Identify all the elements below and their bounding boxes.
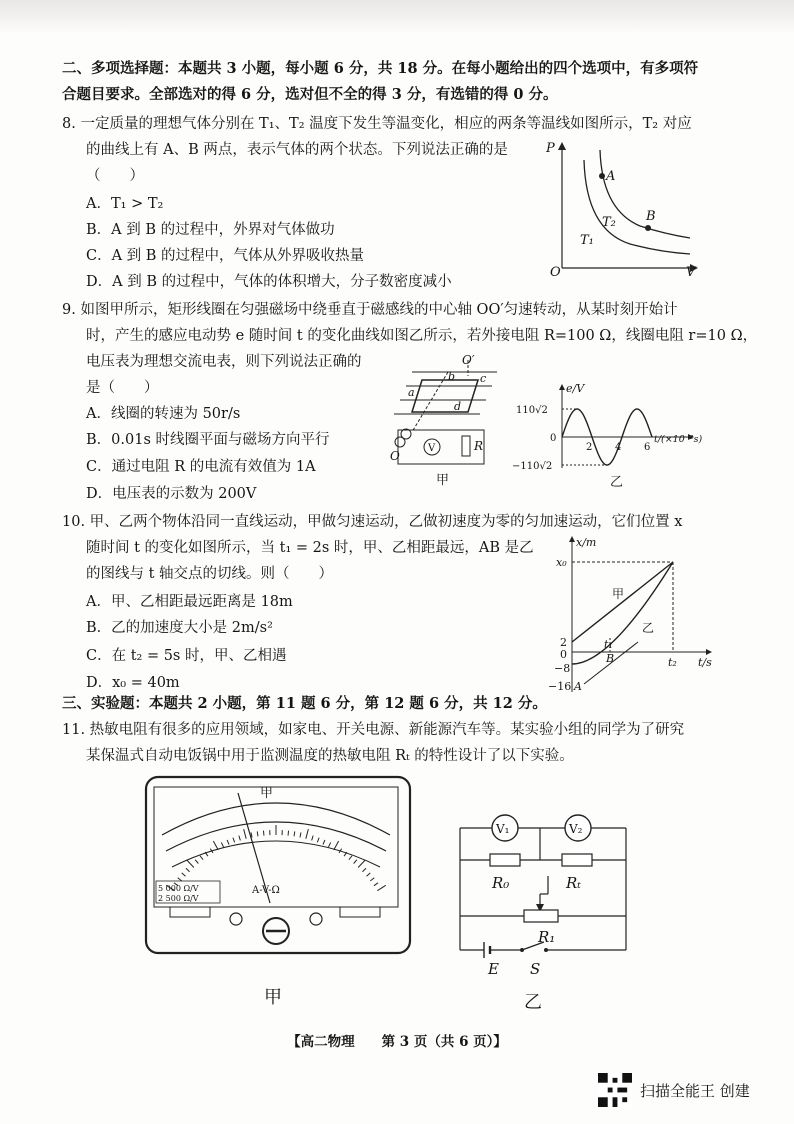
label-t2: T₂ xyxy=(602,215,616,230)
r0-label: R₀ xyxy=(492,874,510,892)
tick-ymax: 110√2 xyxy=(516,405,548,416)
q9-emf-graph xyxy=(512,382,712,492)
tick-ymin: −110√2 xyxy=(512,461,553,472)
q8-stem-line1: 8. 一定质量的理想气体分别在 T₁、T₂ 温度下发生等温变化，相应的两条等温线如图所示，T₂ 对应 xyxy=(62,116,692,132)
scale-tick xyxy=(312,836,313,841)
resistor-r0 xyxy=(490,854,520,866)
scale-tick xyxy=(294,831,295,836)
label-a: A xyxy=(574,680,582,693)
scale-tick xyxy=(221,843,223,847)
scale-tick xyxy=(239,836,240,841)
label-jia: 甲 xyxy=(612,587,625,601)
scale-tick xyxy=(213,841,218,850)
switch-s xyxy=(522,942,544,950)
coil-a: a xyxy=(408,386,415,399)
axis-e-label: e/V xyxy=(566,382,585,395)
tick-m8: −8 xyxy=(554,662,571,675)
e-label: E xyxy=(488,960,499,978)
q9-option-b: B．0.01s 时线圈平面与磁场方向平行 xyxy=(86,432,330,448)
q10-stem-line2: 随时间 t 的变化如图所示，当 t₁ = 2s 时，甲、乙相距最远，AB 是乙 xyxy=(86,540,534,556)
q9-stem-line4: 是（ ） xyxy=(86,380,159,396)
q8-option-d: D．A 到 B 的过程中，气体的体积增大，分子数密度减小 xyxy=(86,274,452,290)
meter-caption: 甲 xyxy=(264,987,282,1008)
coil-d: d xyxy=(454,400,462,413)
q8-stem-line2: 的曲线上有 A、B 两点，表示气体的两个状态。下列说法正确的是 xyxy=(86,142,508,158)
scale-tick xyxy=(323,840,325,845)
scale-tick xyxy=(195,860,198,864)
rt-label: Rₜ xyxy=(566,874,581,892)
scale-tick xyxy=(233,838,235,843)
v2-label: V₂ xyxy=(569,822,583,836)
axis-t-label: t/(×10⁻²s) xyxy=(654,434,703,445)
scale-tick xyxy=(187,860,194,867)
scale-tick xyxy=(227,840,229,845)
axis-t-label: t/s xyxy=(698,656,712,669)
q8-pv-graph xyxy=(540,140,700,280)
tick-m16: −16 xyxy=(548,680,572,693)
scale-tick xyxy=(354,860,357,864)
axis-x-label: x/m xyxy=(576,536,597,549)
scale-tick xyxy=(288,831,289,836)
coil-c: c xyxy=(480,372,487,385)
q10-stem-line3: 的图线与 t 轴交点的切线。则（ ） xyxy=(86,566,334,582)
q8-option-c: C．A 到 B 的过程中，气体从外界吸收热量 xyxy=(86,248,365,264)
label-t2: t₂ xyxy=(668,656,677,669)
section2-heading-line2: 合题目要求。全部选对的得 6 分，选对但不全的得 3 分，有选错的得 0 分。 xyxy=(62,86,558,103)
tick-0: 0 xyxy=(560,648,567,661)
scale-tick xyxy=(328,843,330,847)
origin-label: O xyxy=(550,265,561,280)
resistor-r xyxy=(462,436,470,456)
tick-zero: 0 xyxy=(550,433,557,444)
section2-heading-line1: 二、多项选择题：本题共 3 小题，每小题 6 分，共 18 分。在每小题给出的四个选项中，有多项符 xyxy=(62,60,699,77)
scale-tick xyxy=(349,856,352,860)
scan-top-band xyxy=(0,0,794,34)
scale-tick xyxy=(306,829,308,839)
coil-b: b xyxy=(448,370,456,383)
caption-yi: 乙 xyxy=(610,475,624,490)
q10-xt-graph xyxy=(530,534,720,696)
resistor-r-label: R xyxy=(474,439,484,453)
scanner-watermark: 扫描全能王 创建 xyxy=(640,1082,750,1100)
page-footer: 【高二物理 第 3 页（共 6 页）】 xyxy=(287,1034,507,1050)
scale-tick xyxy=(317,838,319,843)
jia-line xyxy=(572,562,673,642)
section3-heading: 三、实验题：本题共 2 小题，第 11 题 6 分，第 12 题 6 分，共 12 分。 xyxy=(62,695,547,712)
q9-generator-figure xyxy=(382,352,514,492)
tick-t4: 4 xyxy=(615,442,622,453)
scale-tick xyxy=(358,860,365,867)
label-b: B xyxy=(646,209,656,224)
resistor-rt xyxy=(562,854,592,866)
scale-tick xyxy=(200,856,203,860)
q9-stem-line3: 电压表为理想交流电表，则下列说法正确的 xyxy=(86,354,362,370)
q11-stem-line2: 某保温式自动电饭锅中用于监测温度的热敏电阻 Rₜ 的特性设计了以下实验。 xyxy=(86,748,574,764)
q10-option-c: C．在 t₂ = 5s 时，甲、乙相遇 xyxy=(86,648,287,664)
scale-tick xyxy=(362,868,366,871)
scale-tick xyxy=(257,831,258,836)
q11-stem-line1: 11. 热敏电阻有很多的应用领域，如家电、开关电源、新能源汽车等。某实验小组的同学为了研究 xyxy=(62,722,685,738)
axis-o-bottom: O xyxy=(390,449,400,463)
r1-label: R₁ xyxy=(538,928,556,946)
q10-option-b: B．乙的加速度大小是 2m/s² xyxy=(86,620,273,636)
yi-curve xyxy=(572,562,673,664)
coil-loop xyxy=(412,380,478,412)
q8-answer-paren: （ ） xyxy=(86,168,144,184)
scale-tick xyxy=(300,833,301,838)
scale-tick xyxy=(182,873,186,876)
scale-tick xyxy=(377,885,385,890)
tick-x0: x₀ xyxy=(556,556,567,569)
axis-v-label: V xyxy=(686,265,696,280)
meter-spec2: 2 500 Ω/V xyxy=(158,894,199,903)
q10-stem-line1: 10. 甲、乙两个物体沿同一直线运动，甲做匀速运动，乙做初速度为零的匀加速运动，它们位置 x xyxy=(62,514,683,530)
q9-option-d: D．电压表的示数为 200V xyxy=(86,486,257,502)
rheostat-r1 xyxy=(524,910,558,922)
axis-o-top: O′ xyxy=(462,353,475,367)
q9-stem-line2: 时，产生的感应电动势 e 随时间 t 的变化曲线如图乙所示，若外接电阻 R=100 Ω，线圈电阻 r=10 Ω， xyxy=(86,328,758,344)
label-yi: 乙 xyxy=(642,621,655,635)
q9-option-c: C．通过电阻 R 的电流有效值为 1A xyxy=(86,459,316,475)
label-t1: T₁ xyxy=(580,233,594,248)
s-label: S xyxy=(530,960,541,978)
scale-tick xyxy=(244,829,246,839)
voltmeter-label: V xyxy=(428,443,436,454)
tick-t6: 6 xyxy=(644,442,651,453)
q8-option-a: A．T₁ > T₂ xyxy=(86,196,164,212)
scale-tick xyxy=(367,873,371,876)
scale-tick xyxy=(178,878,182,881)
tick-2: 2 xyxy=(560,636,567,649)
q10-option-a: A．甲、乙相距最远距离是 18m xyxy=(86,594,293,610)
q8-option-b: B．A 到 B 的过程中，外界对气体做功 xyxy=(86,222,335,238)
q11-circuit xyxy=(450,808,640,1016)
q9-option-a: A．线圈的转速为 50r/s xyxy=(86,406,241,422)
qr-code-icon xyxy=(598,1073,632,1107)
meter-caption-inner: 甲 xyxy=(260,786,274,801)
v1-label: V₁ xyxy=(496,822,510,836)
meter-spec1: 5 000 Ω/V xyxy=(158,884,199,893)
scale-tick xyxy=(370,878,374,881)
q11-multimeter xyxy=(140,775,420,1015)
label-t1: t₁ xyxy=(604,638,613,651)
meter-label: A-V-Ω xyxy=(252,885,280,896)
circuit-caption: 乙 xyxy=(524,992,542,1013)
scale-tick xyxy=(263,831,264,836)
label-b: B xyxy=(606,652,615,665)
point-b xyxy=(645,225,651,231)
q10-option-d: D．x₀ = 40m xyxy=(86,675,180,691)
tick-t2: 2 xyxy=(586,442,593,453)
caption-jia: 甲 xyxy=(436,473,450,488)
scale-tick xyxy=(186,868,190,871)
q9-stem-line1: 9. 如图甲所示，矩形线圈在匀强磁场中绕垂直于磁感线的中心轴 OO′匀速转动，从某时刻开始计 xyxy=(62,302,678,318)
scale-tick xyxy=(374,883,378,886)
axis-p-label: P xyxy=(546,141,555,156)
point-a xyxy=(599,173,605,179)
label-a: A xyxy=(606,169,616,184)
scale-tick xyxy=(334,841,339,850)
